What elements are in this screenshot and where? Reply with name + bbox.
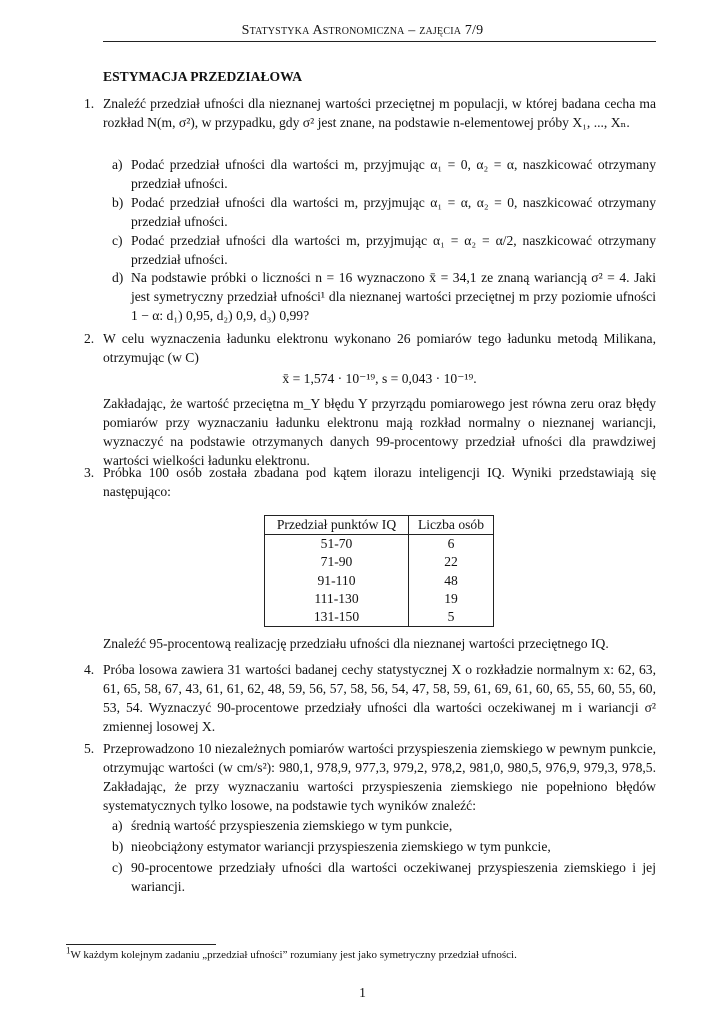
table-cell: 51-70 bbox=[265, 535, 409, 554]
table-row bbox=[265, 535, 494, 554]
problem-number: 3. bbox=[84, 465, 95, 480]
table-cell: 48 bbox=[409, 572, 494, 590]
problem-3-question bbox=[103, 634, 656, 653]
subitem-text: Podać przedział ufności dla wartości m, przyjmując α₁ = 0, α₂ = α, naszkicować otrzymany przedział ufności. bbox=[131, 157, 656, 191]
problem-5-subitem-b bbox=[103, 837, 656, 856]
subitem-label: c) bbox=[112, 233, 123, 248]
table-cell: 131-150 bbox=[265, 608, 409, 627]
subitem-text: Podać przedział ufności dla wartości m, przyjmując α₁ = α₂ = α/2, naszkicować otrzymany przedział ufności. bbox=[131, 233, 656, 267]
footnote-text: W każdym kolejnym zadaniu „przedział ufności” rozumiany jest jako symetryczny przedział ufności. bbox=[70, 949, 517, 961]
problem-1-subitem-c bbox=[103, 231, 656, 269]
subitem-text: Na podstawie próbki o liczności n = 16 wyznaczono x̄ = 34,1 ze znaną wariancją σ² = 4. Jaki jest symetryczny przedział ufności¹ dla nieznanej wartości przeciętnej m przy poziomie ufności 1 − α: d₁) 0,95, d₂) 0,9, d₃) 0,99? bbox=[131, 270, 656, 323]
problem-5-subitem-c bbox=[103, 858, 656, 896]
table-cell: 5 bbox=[409, 608, 494, 627]
table-cell: 71-90 bbox=[265, 553, 409, 571]
page-number: 1 bbox=[359, 985, 366, 1000]
problem-4 bbox=[84, 660, 656, 736]
section-title: ESTYMACJA PRZEDZIAŁOWA bbox=[103, 69, 303, 84]
running-title: Statystyka Astronomiczna – zajęcia 7/9 bbox=[241, 23, 484, 38]
subitem-label: c) bbox=[112, 860, 123, 875]
subitem-text: Podać przedział ufności dla wartości m, przyjmując α₁ = α, α₂ = 0, naszkicować otrzymany przedział ufności. bbox=[131, 195, 656, 229]
table-row bbox=[265, 590, 494, 608]
table-header: Przedział punktów IQ bbox=[265, 516, 409, 535]
problem-1 bbox=[84, 94, 656, 132]
table-header: Liczba osób bbox=[409, 516, 494, 535]
subitem-text: średnią wartość przyspieszenia ziemskiego w tym punkcie, bbox=[131, 818, 453, 833]
table-cell: 111-130 bbox=[265, 590, 409, 608]
footnote bbox=[66, 946, 517, 965]
footnote-marker: 1 bbox=[66, 945, 71, 956]
problem-text: Próbka 100 osób została zbadana pod kątem ilorazu inteligencji IQ. Wyniki przedstawiają się następująco: bbox=[103, 465, 656, 499]
equation: x̄ = 1,574 · 10⁻¹⁹, s = 0,043 · 10⁻¹⁹. bbox=[282, 371, 477, 386]
iq-table bbox=[264, 515, 494, 627]
problem-number: 2. bbox=[84, 331, 95, 346]
footnote-rule bbox=[66, 944, 216, 945]
table-row bbox=[265, 608, 494, 627]
problem-1-subitem-a bbox=[103, 155, 656, 193]
header-rule bbox=[103, 41, 656, 42]
problem-3 bbox=[84, 463, 656, 501]
subitem-text: nieobciążony estymator wariancji przyspieszenia ziemskiego w tym punkcie, bbox=[131, 839, 551, 854]
problem-text-continued: Zakładając, że wartość przeciętna m_Y błędu Y przyrządu pomiarowego jest równa zeru oraz błędy pomiarów przy wyznaczaniu ładunku elektronu mają rozkład normalny o nieznanej wariancji, wyznaczyć na podstawie otrzymanych danych 99-procentowy przedział ufności dla prawdziwej wartości wielkości ładunku elektronu. bbox=[103, 396, 656, 468]
problem-5-subitem-a bbox=[103, 816, 656, 835]
problem-1-subitem-b bbox=[103, 193, 656, 231]
problem-number: 4. bbox=[84, 662, 95, 677]
subitem-label: a) bbox=[112, 157, 123, 172]
subitem-text: 90-procentowe przedziały ufności dla wartości oczekiwanej przyspieszenia ziemskiego i jej wariancji. bbox=[131, 860, 656, 894]
problem-5 bbox=[84, 739, 656, 815]
problem-text-continued: Znaleźć 95-procentową realizację przedziału ufności dla nieznanej wartości przeciętnego IQ. bbox=[103, 636, 609, 651]
subitem-label: b) bbox=[112, 839, 124, 854]
problem-text: Przeprowadzono 10 niezależnych pomiarów wartości przyspieszenia ziemskiego w pewnym punkcie, otrzymując wartości (w cm/s²): 980,1, 978,9, 977,3, 979,2, 978,2, 981,0, 980,5, 976,9, 979,3, 978,5. Zakładając, że przy wyznaczaniu wartości przyspieszenia ziemskiego nie popełniono błędów systematycznych tylko losowe, na podstawie tych wyników znaleźć: bbox=[103, 741, 656, 813]
problem-number: 5. bbox=[84, 741, 95, 756]
problem-1-subitem-d bbox=[103, 268, 656, 325]
subitem-label: a) bbox=[112, 818, 123, 833]
table-cell: 91-110 bbox=[265, 572, 409, 590]
problem-text: Próba losowa zawiera 31 wartości badanej cechy statystycznej X o rozkładzie normalnym x: 62, 63, 61, 65, 58, 67, 43, 61, 61, 62, 48, 59, 56, 57, 58, 56, 54, 47, 58, 59, 61, 69, 61, 60, 65, 55, 60, 55, 60, 53, 54. Wyznaczyć 90-procentowe przedziały ufności dla wartości oczekiwanej m i wariancji σ² zmiennej losowej X. bbox=[103, 662, 656, 734]
table-row bbox=[265, 572, 494, 590]
table-cell: 22 bbox=[409, 553, 494, 571]
problem-number: 1. bbox=[84, 96, 95, 111]
problem-2 bbox=[84, 329, 656, 470]
problem-text: Znaleźć przedział ufności dla nieznanej wartości przeciętnej m populacji, w której badana cecha ma rozkład N(m, σ²), w przypadku, gdy σ² jest znane, na podstawie n-elementowej próby X₁, ..., Xₙ. bbox=[103, 96, 656, 130]
subitem-label: b) bbox=[112, 195, 124, 210]
table-cell: 6 bbox=[409, 535, 494, 554]
problem-text: W celu wyznaczenia ładunku elektronu wykonano 26 pomiarów tego ładunku metodą Milikana, otrzymując (w C) bbox=[103, 331, 656, 365]
table-row bbox=[265, 553, 494, 571]
table-cell: 19 bbox=[409, 590, 494, 608]
subitem-label: d) bbox=[112, 270, 124, 285]
